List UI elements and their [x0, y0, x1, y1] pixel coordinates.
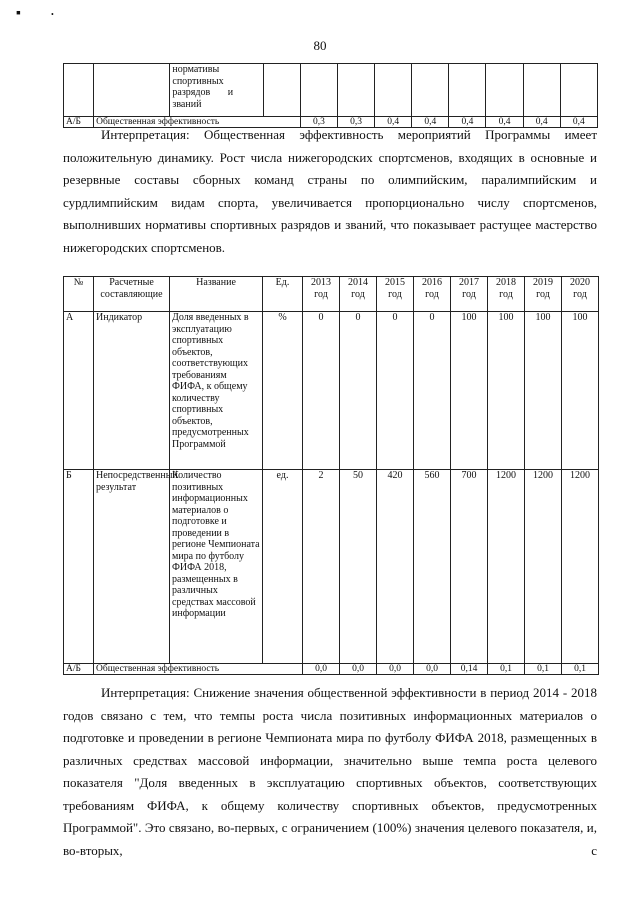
value-cell: 0,14 [451, 664, 488, 675]
value-cell: 560 [414, 470, 451, 664]
value-cell: 1200 [488, 470, 525, 664]
header-year: 2014 год [340, 277, 377, 312]
value-cell: 0,4 [560, 117, 597, 128]
efficiency-label: Общественная эффективность [94, 664, 303, 675]
row-name: Количество позитивных информационных материалов о подготовке и проведении в регионе Чемпионата мира по футболу ФИФА 2018, размещенных в различных средствах массовой информации [170, 470, 263, 664]
row-unit: ед. [263, 470, 303, 664]
row-component: Непосредственный результат [94, 470, 170, 664]
page-number: 80 [313, 38, 327, 53]
scan-mark: • [51, 10, 54, 19]
row-code: А/Б [64, 117, 94, 128]
row-unit: % [263, 312, 303, 470]
header-name: Название [170, 277, 263, 312]
header-row [64, 277, 599, 312]
value-cell: 1200 [562, 470, 599, 664]
value-cell: 0,4 [449, 117, 486, 128]
name-line: званий [172, 98, 202, 110]
value-cell: 0,3 [300, 117, 337, 128]
header-year: 2018 год [488, 277, 525, 312]
row-component: Индикатор [94, 312, 170, 470]
value-cell: 2 [303, 470, 340, 664]
row-code: Б [64, 470, 94, 664]
value-cell: 0,1 [562, 664, 599, 675]
value-cell: 0,4 [486, 117, 523, 128]
row-code: А [64, 312, 94, 470]
value-cell: 100 [451, 312, 488, 470]
row-name: Доля введенных в эксплуатацию спортивных объектов, соответствующих требованиям ФИФА, к общему количеству спортивных объектов, предусмотренных Программой [170, 312, 263, 470]
value-cell: 420 [377, 470, 414, 664]
value-cell: 0 [377, 312, 414, 470]
value-cell: 0,4 [412, 117, 449, 128]
name-line: нормативы [172, 64, 220, 75]
interpretation-paragraph-2 [63, 682, 597, 862]
value-cell: 100 [488, 312, 525, 470]
table-row [64, 64, 598, 117]
header-no: № [64, 277, 94, 312]
value-cell: 0,4 [523, 117, 560, 128]
value-cell: 0 [303, 312, 340, 470]
efficiency-label: Общественная эффективность [94, 117, 301, 128]
row-code: А/Б [64, 664, 94, 675]
value-cell: 100 [525, 312, 562, 470]
value-cell: 1200 [525, 470, 562, 664]
value-cell: 100 [562, 312, 599, 470]
table-row [64, 312, 599, 470]
interpretation-paragraph-1 [63, 124, 597, 259]
header-components: Расчетные составляющие [94, 277, 170, 312]
header-unit: Ед. [263, 277, 303, 312]
header-year: 2013 год [303, 277, 340, 312]
name-line: спортивных [172, 75, 224, 87]
indicator-table [63, 276, 599, 675]
value-cell: 50 [340, 470, 377, 664]
header-year: 2016 год [414, 277, 451, 312]
value-cell: 700 [451, 470, 488, 664]
scan-mark: ▪ [16, 6, 21, 21]
indicator-name-cell [170, 64, 263, 117]
value-cell: 0 [340, 312, 377, 470]
header-year: 2015 год [377, 277, 414, 312]
table-continuation [63, 63, 598, 128]
interpretation-text: Интерпретация: Общественная эффективность мероприятий Программы имеет положительную динамику. Рост числа нижегородских спортсменов, входящих в основные и резервные составы сборных команд страны по олимпийским, паралимпийским и сурдлимпийским видам спорта, увеличивается пропорционально числу спортсменов, выполнивших нормативы спортивных разрядов и званий, что показывает растущее мастерство нижегородских спортсменов. [63, 127, 597, 255]
value-cell: 0,3 [337, 117, 374, 128]
value-cell: 0,1 [488, 664, 525, 675]
table-row [64, 470, 599, 664]
value-cell: 0,0 [303, 664, 340, 675]
value-cell: 0,0 [340, 664, 377, 675]
interpretation-text: Интерпретация: Снижение значения общественной эффективности в период 2014 - 2018 годов связано с тем, что темпы роста числа позитивных информационных материалов о подготовке и проведении в регионе Чемпионата мира по футболу ФИФА 2018, размещенных в различных средствах массовой информации, значительно выше темпа роста целевого показателя "Доля введенных в эксплуатацию спортивных объектов, соответствующих требованиям ФИФА, к общему количеству спортивных объектов, предусмотренных Программой". Это связано, во-первых, с ограничением (100%) значения целевого показателя, и, во-вторых, с [63, 685, 597, 858]
value-cell: 0,0 [377, 664, 414, 675]
header-year: 2017 год [451, 277, 488, 312]
value-cell: 0,4 [375, 117, 412, 128]
value-cell: 0,1 [525, 664, 562, 675]
header-year: 2019 год [525, 277, 562, 312]
header-year: 2020 год [562, 277, 599, 312]
efficiency-row [64, 664, 599, 675]
name-line: разрядов и [172, 87, 234, 98]
value-cell: 0,0 [414, 664, 451, 675]
value-cell: 0 [414, 312, 451, 470]
